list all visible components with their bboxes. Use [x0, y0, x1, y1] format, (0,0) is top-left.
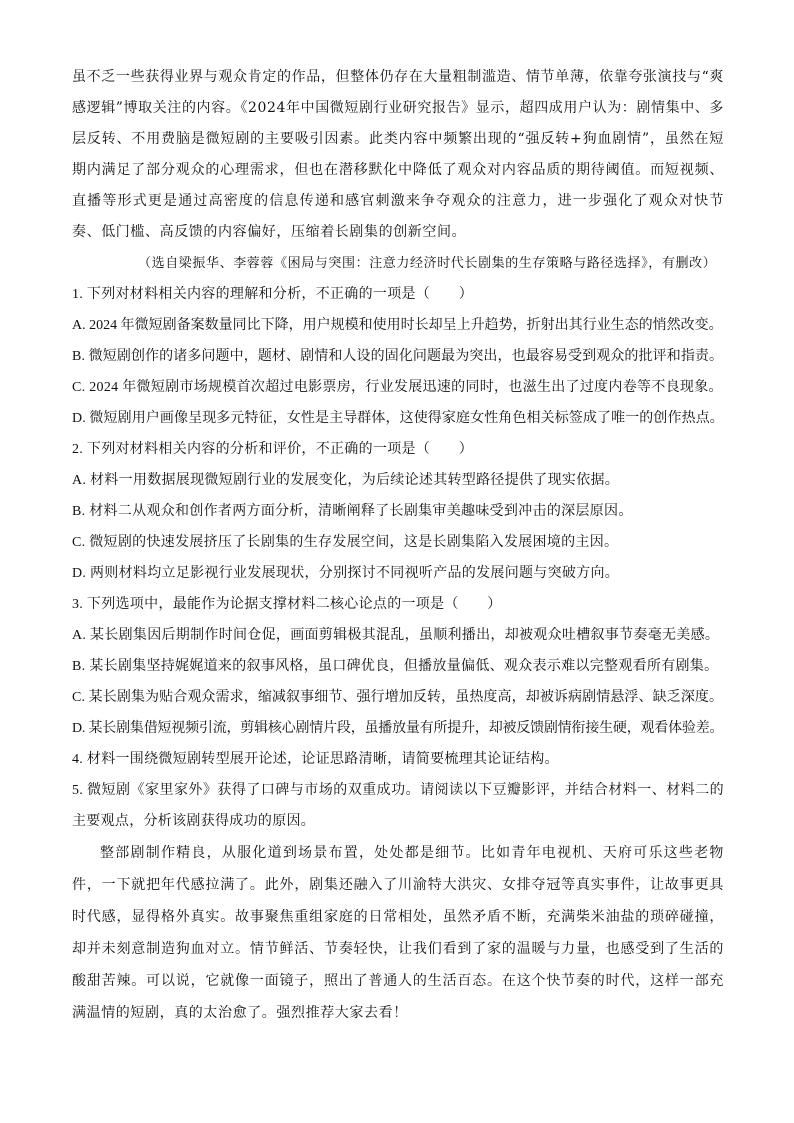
option-a: A. 某长剧集因后期制作时间仓促，画面剪辑极其混乱，虽顺利播出，却被观众吐槽叙事节奏毫无美感。	[72, 628, 720, 643]
question-stem: 5. 微短剧《家里家外》获得了口碑与市场的双重成功。请阅读以下豆瓣影评，并结合材料一、材料二的主要观点，分析该剧获得成功的原因。	[72, 783, 724, 829]
question-1	[72, 279, 724, 434]
option-c: C. 微短剧的快速发展挤压了长剧集的生存发展空间，这是长剧集陷入发展困境的主因。	[72, 535, 619, 550]
question-4	[72, 744, 724, 775]
option-a: A. 材料一用数据展现微短剧行业的发展变化，为后续论述其转型路径提供了现实依据。	[72, 473, 620, 488]
intro-paragraph: 虽不乏一些获得业界与观众肯定的作品，但整体仍存在大量粗制滥造、情节单薄，依靠夸张演技与“爽感逻辑”博取关注的内容。《2024年中国微短剧行业研究报告》显示，超四成用户认为：剧情集中、多层反转、不用费脑是微短剧的主要吸引因素。此类内容中频繁出现的“强反转+狗血剧情”，虽然在短期内满足了部分观众的心理需求，但也在潜移默化中降低了观众对内容品质的期待阈值。而短视频、直播等形式更是通过高密度的信息传递和感官刺激来争夺观众的注意力，进一步强化了观众对快节奏、低门槛、高反馈的内容偏好，压缩着长剧集的创新空间。	[72, 69, 724, 240]
question-stem: 4. 材料一围绕微短剧转型展开论述，论证思路清晰，请简要梳理其论证结构。	[72, 752, 559, 767]
question-stem: 2. 下列对材料相关内容的分析和评价，不正确的一项是（ ）	[72, 442, 473, 457]
source-citation: （选自梁振华、李蓉蓉《困局与突围：注意力经济时代长剧集的生存策略与路径选择》，有删改）	[138, 256, 717, 271]
option-c: C. 某长剧集为贴合观众需求，缩减叙事细节、强行增加反转，虽热度高，却被诉病剧情悬浮、缺乏深度。	[72, 690, 724, 705]
option-c: C. 2024 年微短剧市场规模首次超过电影票房，行业发展迅速的同时，也滋生出了过度内卷等不良现象。	[72, 380, 723, 395]
review-paragraph: 整部剧制作精良，从服化道到场景布置，处处都是细节。比如青年电视机、天府可乐这些老物件，一下就把年代感拉满了。此外，剧集还融入了川渝特大洪灾、女排夺冠等真实事件，让故事更具时代感，显得格外真实。故事聚焦重组家庭的日常相处，虽然矛盾不断，充满柴米油盐的琐碎碰撞，却并未刻意制造狗血对立。情节鲜活、节奏轻快，让我们看到了家的温暖与力量，也感受到了生活的酸甜苦辣。可以说，它就像一面镜子，照出了普通人的生活百态。在这个快节奏的时代，这样一部充满温情的短剧，真的太治愈了。强烈推荐大家去看！	[72, 845, 724, 1021]
question-stem: 1. 下列对材料相关内容的理解和分析，不正确的一项是（ ）	[72, 287, 473, 302]
document-page	[72, 62, 724, 1029]
option-b: B. 微短剧创作的诸多问题中，题材、剧情和人设的固化问题最为突出，也最容易受到观众的批评和指责。	[72, 349, 724, 364]
question-stem: 3. 下列选项中，最能作为论据支撑材料二核心论点的一项是（ ）	[72, 597, 502, 612]
question-3	[72, 589, 724, 744]
question-2	[72, 434, 724, 589]
option-d: D. 某长剧集借短视频引流，剪辑核心剧情片段，虽播放量有所提升，却被反馈剧情衔接生硬，观看体验差。	[72, 721, 724, 736]
option-b: B. 材料二从观众和创作者两方面分析，清晰阐释了长剧集审美趣味受到冲击的深层原因。	[72, 504, 633, 519]
option-a: A. 2024 年微短剧备案数量同比下降，用户规模和使用时长却呈上升趋势，折射出其行业生态的悄然改变。	[72, 318, 723, 333]
question-5	[72, 775, 724, 837]
option-d: D. 微短剧用户画像呈现多元特征，女性是主导群体，这使得家庭女性角色相关标签成了唯一的创作热点。	[72, 411, 724, 426]
option-d: D. 两则材料均立足影视行业发展现状，分别探讨不同视听产品的发展问题与突破方向。	[72, 566, 620, 581]
option-b: B. 某长剧集坚持娓娓道来的叙事风格，虽口碑优良，但播放量偏低、观众表示难以完整观看所有剧集。	[72, 659, 719, 674]
